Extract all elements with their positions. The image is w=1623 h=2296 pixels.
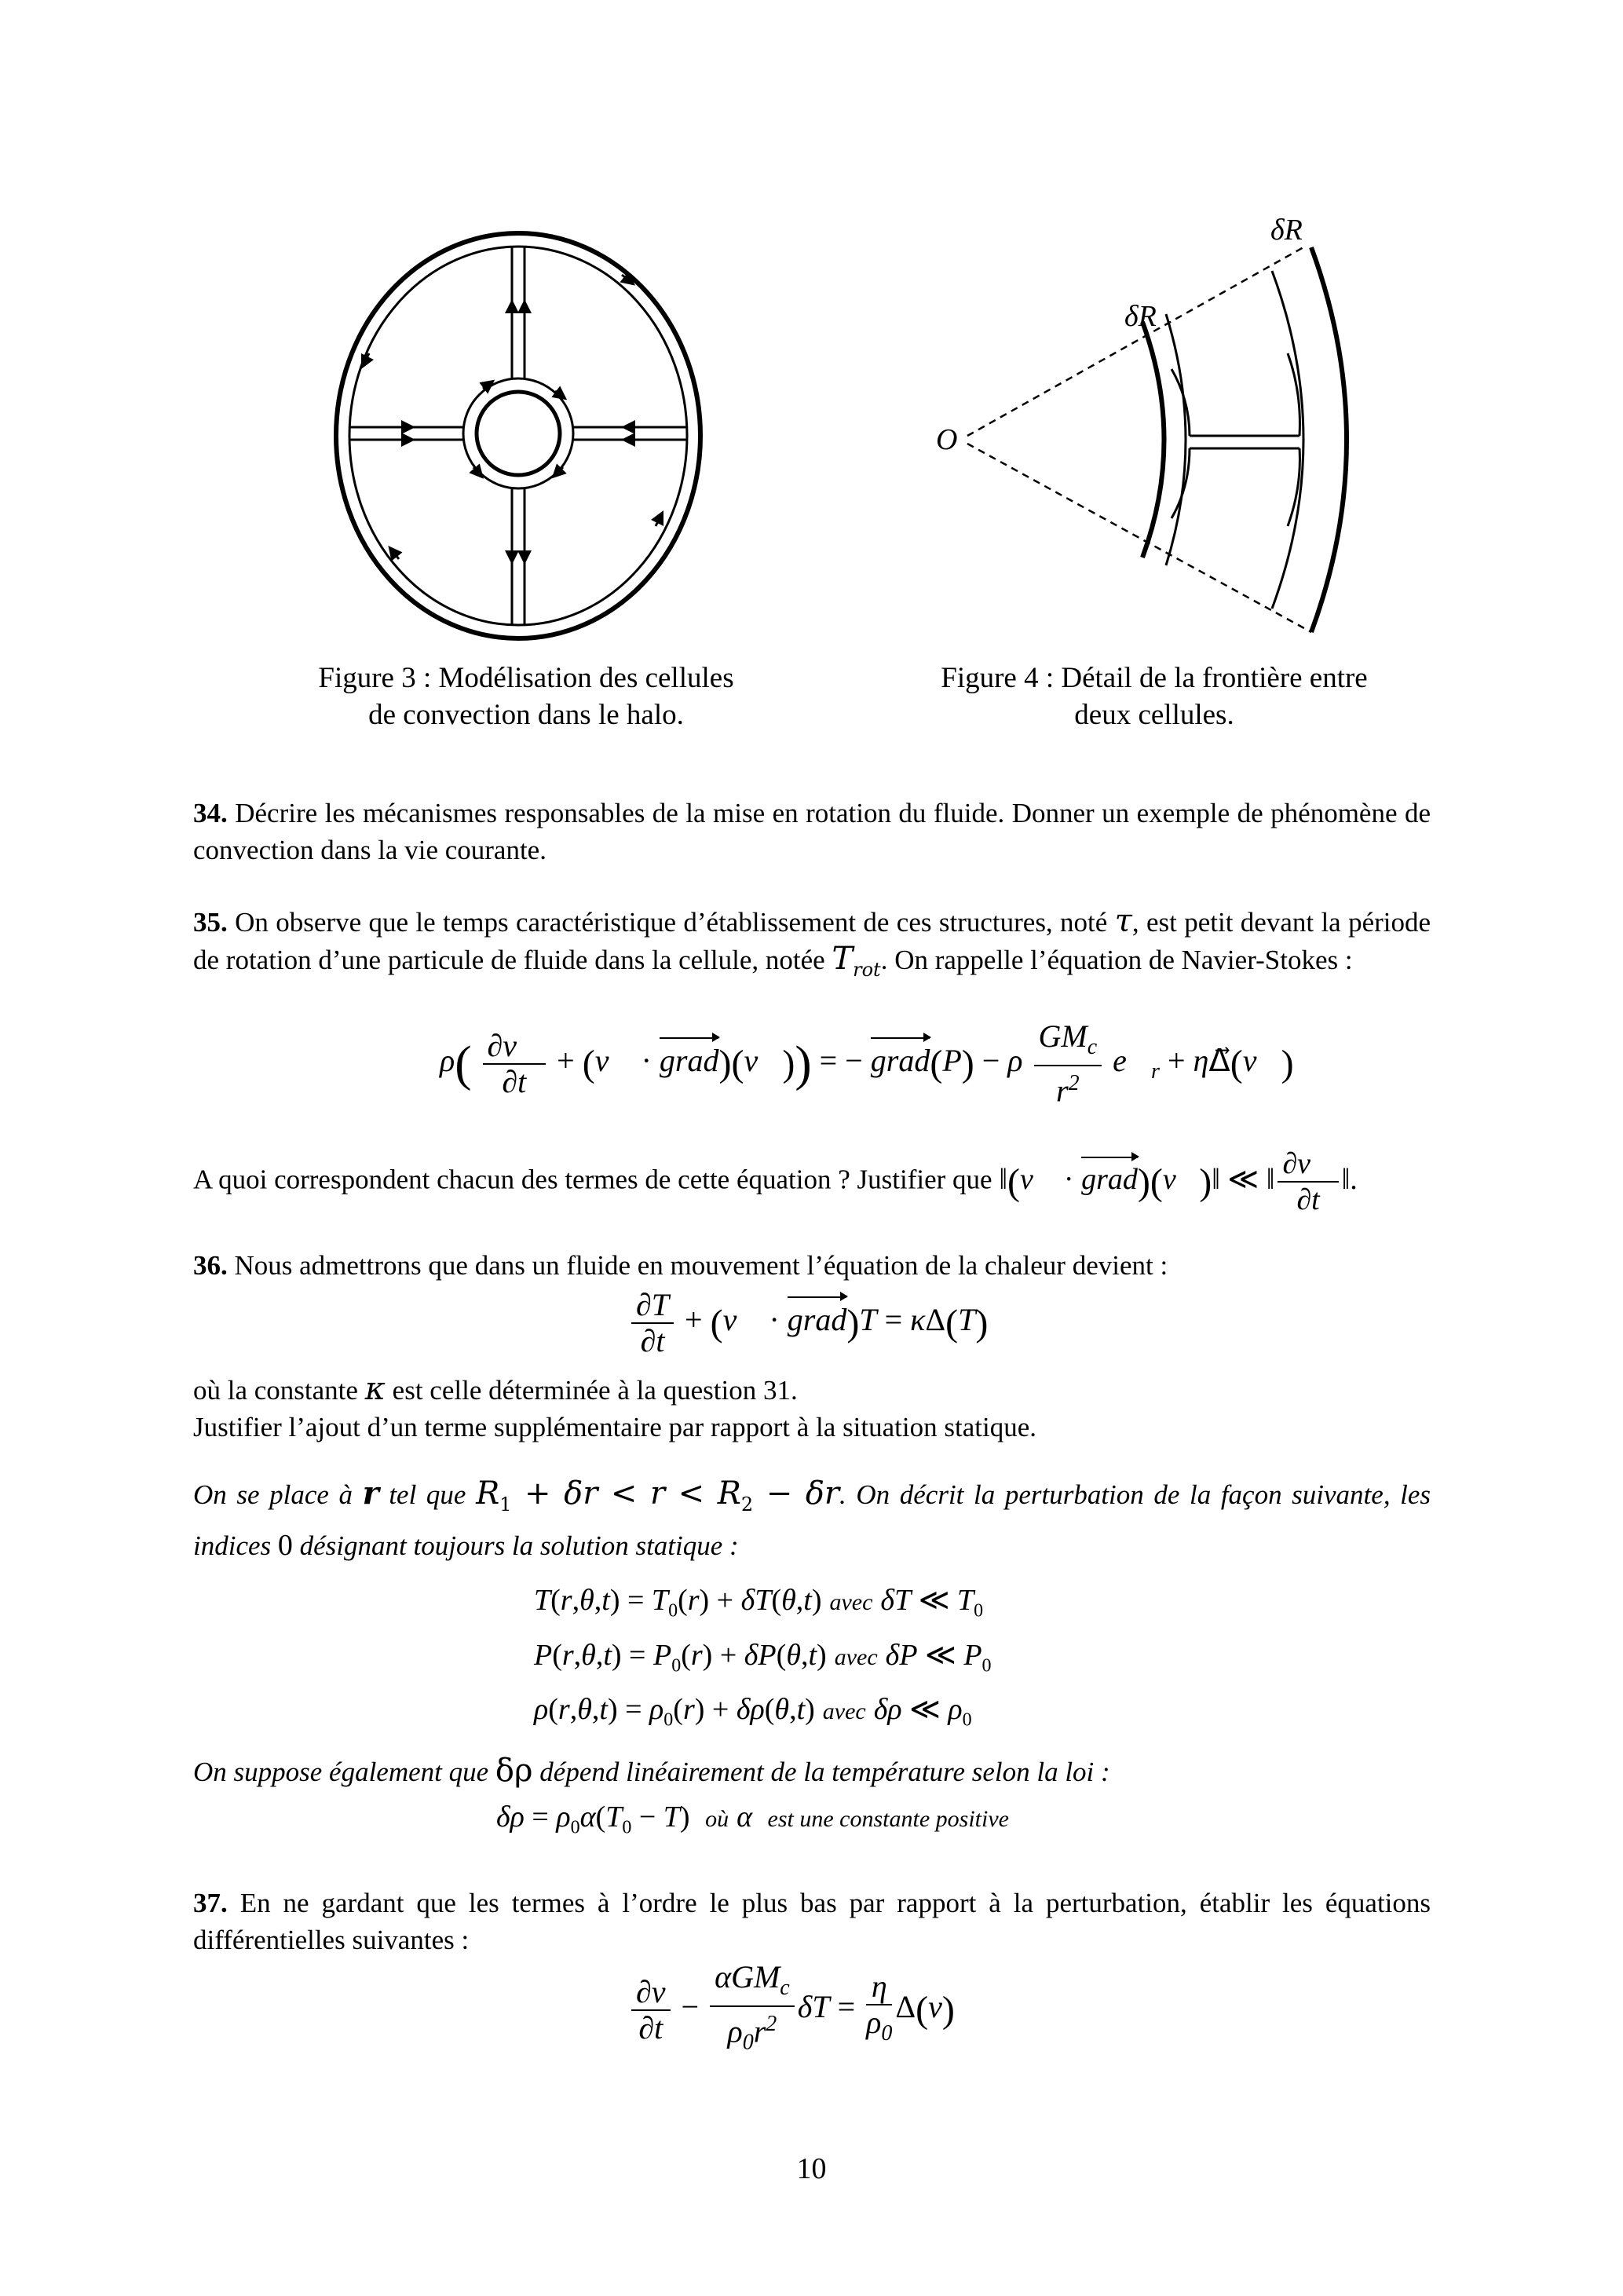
perturbation-suppose-part1: On suppose également que xyxy=(193,1757,489,1787)
question-34-text: Décrire les mécanismes responsables de la mise en rotation du fluide. Donner un exemple de phénomène de convection dans la vie courante. xyxy=(193,798,1431,865)
question-36-after-part1: où la constante xyxy=(193,1375,358,1406)
figure-4-caption-line1: Figure 4 : Détail de la frontière entre xyxy=(941,662,1368,694)
T-rot-symbol: $T_{rot}$ xyxy=(832,941,881,981)
heat-equation: $\frac{\partial T}{\partial t}$ + (v⃗ · grad)T = κΔ(T) xyxy=(628,1288,988,1358)
figure-3-caption-line1: Figure 3 : Modélisation des cellules xyxy=(318,662,734,694)
question-35-question: A quoi correspondent chacun des termes de cette équation ? Justifier que xyxy=(193,1164,992,1195)
question-37-text: En ne gardant que les termes à l’ordre le plus bas par rapport à la perturbation, établir les équations différentielles suivantes : xyxy=(193,1888,1431,1955)
perturbation-suppose-part2: dépend linéairement de la température selon la loi : xyxy=(539,1757,1110,1787)
perturbation-intro-part2: tel que xyxy=(389,1479,466,1510)
question-36-justify: Justifier l’ajout d’un terme supplémentaire par rapport à la situation statique. xyxy=(193,1412,1036,1442)
figure-4-cell-boundary xyxy=(919,204,1406,652)
figure-3-convection-cells xyxy=(330,228,707,644)
question-36 xyxy=(193,1247,1431,1284)
question-37 xyxy=(193,1885,1431,1958)
figure-3-caption xyxy=(251,660,801,733)
delta-rho-symbol: δρ xyxy=(495,1753,533,1789)
perturbation-suppose xyxy=(193,1753,1431,1790)
page-number: 10 xyxy=(796,2152,827,2185)
question-35-text-part2: , est petit devant la période de rotation d’une particule de fluide dans la cellule, notée xyxy=(193,907,1431,975)
figure-4-dR-inner-label: δR xyxy=(1124,300,1157,333)
question-35-text-part1: On observe que le temps caractéristique d’établissement de ces structures, noté xyxy=(235,907,1108,938)
inequality-expression: ‖(v⃗ · grad)(v⃗)‖ ≪ ‖ $\frac{\partial v⃗}{\partial t}$ ‖. xyxy=(999,1147,1358,1216)
question-34 xyxy=(193,795,1431,868)
question-36-text: Nous admettrons que dans un fluide en mouvement l’équation de la chaleur devient : xyxy=(234,1250,1168,1281)
tau-symbol: τ xyxy=(1114,903,1132,939)
perturbation-rho: $\rho(r,\theta,t) = \rho_0(r) + \delta\rho(\theta,t)$ avec δρ ≪ $\rho_0$ xyxy=(534,1693,972,1731)
navier-stokes-equation: ρ( $\frac{\partial v⃗}{\partial t}$ + (v⃗ · grad)(v⃗)) = − grad(P) − ρ $\frac{GM_c}{r^2}$ $e⃗_r$ + ηΔ⃗(v⃗) xyxy=(440,1018,1294,1109)
zero-index-symbol: 0 xyxy=(277,1529,293,1562)
question-36-after-part2: est celle déterminée à la question 31. xyxy=(392,1375,798,1406)
figure-3-caption-line2: de convection dans le halo. xyxy=(368,699,684,731)
r-range-condition: $R_1 + \delta r < r < R_2 - \delta r$ xyxy=(476,1475,840,1515)
question-35 xyxy=(193,903,1431,989)
perturbation-equations xyxy=(534,1578,1131,1742)
figure-4-origin-label: O xyxy=(936,423,958,456)
question-34-number: 34. xyxy=(193,798,228,828)
perturbation-T: $T(r,\theta,t) = T_0(r) + \delta T(\theta,t)$ avec δT ≪ $T_0$ xyxy=(534,1584,984,1621)
question-35-followup xyxy=(193,1146,1431,1217)
differential-equation-v: $\frac{\partial v}{\partial t}$ − $\frac{\alpha GM_c}{\rho_0r^2}$ δT = $\frac{\eta}{\rho_0}$ Δ(v) xyxy=(628,1960,955,2060)
perturbation-intro xyxy=(193,1473,1431,1567)
kappa-symbol: κ xyxy=(364,1371,386,1407)
question-35-text-part3: . On rappelle l’équation de Navier-Stokes : xyxy=(880,945,1353,975)
perturbation-intro-part1: On se place à xyxy=(193,1479,353,1510)
perturbation-P: $P(r,\theta,t) = P_0(r) + \delta P(\theta,t)$ avec δP ≪ $P_0$ xyxy=(534,1638,992,1676)
figure-4-dR-outer-label: δR xyxy=(1270,214,1303,247)
perturbation-intro-part3: . On décrit la perturbation de la façon suivante, les indices xyxy=(193,1479,1431,1561)
question-35-number: 35. xyxy=(193,907,228,938)
question-36-after xyxy=(193,1371,1431,1446)
question-36-number: 36. xyxy=(193,1250,228,1281)
r-symbol: r xyxy=(362,1475,379,1512)
figure-4-caption-line2: deux cellules. xyxy=(1074,699,1234,731)
question-37-number: 37. xyxy=(193,1888,228,1918)
figure-4-caption xyxy=(879,660,1429,733)
perturbation-intro-part4: désignant toujours la solution statique : xyxy=(299,1530,739,1561)
density-law: $\delta\rho = \rho_0\alpha(T_0 - T)$ où α est une constante positive xyxy=(496,1801,1009,1838)
